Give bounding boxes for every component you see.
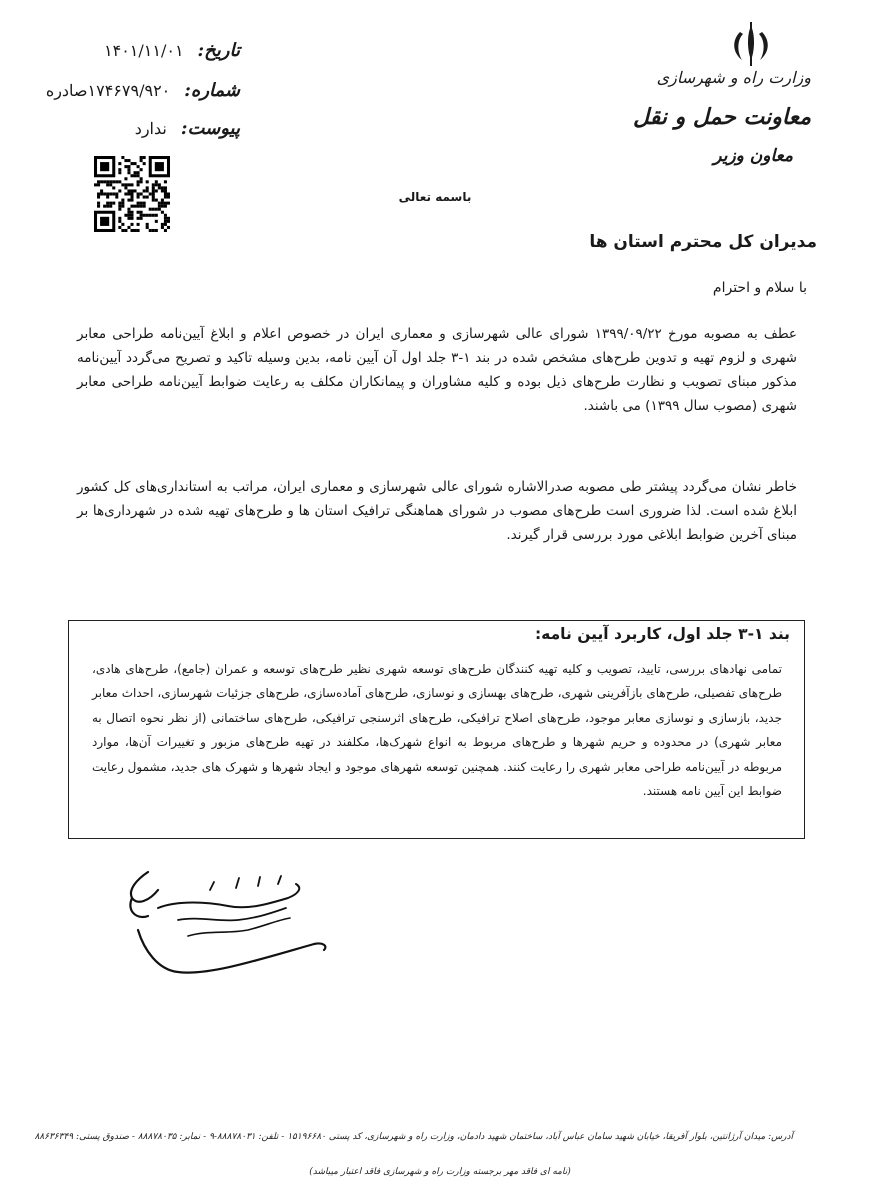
letter-date (80, 40, 240, 61)
ministry-name: وزارت راه و شهرسازی (656, 68, 811, 87)
date-value: ۱۴۰۱/۱۱/۰۱ (104, 41, 184, 60)
deputy-office: معاونت حمل و نقل (633, 104, 811, 130)
letter-number (45, 80, 240, 101)
signature-image (118, 860, 338, 990)
date-label: تاریخ: (197, 40, 240, 61)
number-label: شماره: (184, 80, 240, 101)
clause-title: بند ۱-۳ جلد اول، کاربرد آیین نامه: (534, 625, 790, 643)
body-paragraph-1: عطف به مصوبه مورخ ۱۳۹۹/۰۹/۲۲ شورای عالی شهرسازی و معماری ایران در خصوص اعلام و ابلاغ آیین‌نامه طراحی معابر شهری و لزوم تهیه و تدوین طرح‌های مشخص شده در بند ۱-۳ جلد اول آن آیین نامه، بدین وسیله تاکید و تصریح می‌گردد آیین‌نامه مذکور مبنای تصویب و نظارت طرح‌های ذیل بوده و کلیه مشاوران و پیمانکاران مکلف به رعایت ضوابط آیین‌نامه طراحی معابر شهری (مصوب سال ۱۳۹۹) می باشند. (77, 326, 797, 414)
attachment-label: پیوست: (180, 118, 240, 139)
clause-body: تمامی نهادهای بررسی، تایید، تصویب و کلیه تهیه کنندگان طرح‌های توسعه شهری نظیر طرح‌های توسعه و عمران (جامع)، طرح‌های هادی، طرح‌های تفصیلی، طرح‌های بازآفرینی شهری، طرح‌های بهسازی و نوسازی، طرح‌های آماده‌سازی، طرح‌های جزئیات شهرسازی، احداث معابر جدید، بازسازی و نوسازی معابر موجود، طرح‌های اصلاح ترافیکی، طرح‌های اثرسنجی ترافیکی، طرح‌های ساختمانی (از نظر نحوه اتصال به معابر شهری) در محدوده و حریم شهرها و طرح‌های مربوط به انواع شهرک‌ها، مکلفند در تهیه طرح‌های مزبور و تغییرات آن‌ها، موارد مربوطه در آیین‌نامه طراحی معابر شهری را رعایت کنند. همچنین توسعه شهرهای موجود و ایجاد شهرها و شهرک های جدید، مشمول رعایت ضوابط این آیین نامه هستند. (92, 662, 782, 799)
recipient-line: مدیران کل محترم استان ها (589, 232, 817, 252)
footer-note: (نامه ای فاقد مهر برجسته وزارت راه و شهرسازی فاقد اعتبار میباشد) (309, 1167, 571, 1177)
qr-code-icon (94, 156, 170, 232)
iran-emblem-icon (726, 20, 776, 70)
greeting-line: با سلام و احترام (712, 280, 807, 296)
footer-address: آدرس: میدان آرژانتین، بلوار آفریقا، خیابان شهید سامان عباس آباد، ساختمان شهید دادمان، وزارت راه و شهرسازی، کد پستی ۱۵۱۹۶۶۸۰ - تلفن: ۸۸۸۷۸۰۳۱-۹ - نمابر: ۸۸۸۷۸۰۳۵ - صندوق پستی: ۸۸۶۳۶۳۴۹ (34, 1132, 793, 1142)
number-value: ۱۷۴۶۷۹/۹۲۰صادره (45, 81, 171, 100)
body-paragraph-2: خاطر نشان می‌گردد پیشتر طی مصوبه صدرالاشاره شورای عالی شهرسازی و معماری ایران، مراتب به استانداری‌های کل کشور ابلاغ شده است. لذا ضروری است طرح‌های مصوب در شورای هماهنگی ترافیک استان ها و طرح‌های تهیه شده در شهرداری‌ها بر مبنای آخرین ضوابط ابلاغی مورد بررسی قرار گیرند. (77, 479, 797, 543)
deputy-title: معاون وزیر (713, 146, 793, 166)
letter-opening: باسمه تعالی (398, 190, 472, 204)
clause-box (68, 620, 805, 839)
attachment-value: ندارد (134, 119, 167, 138)
letter-attachment (120, 118, 240, 139)
